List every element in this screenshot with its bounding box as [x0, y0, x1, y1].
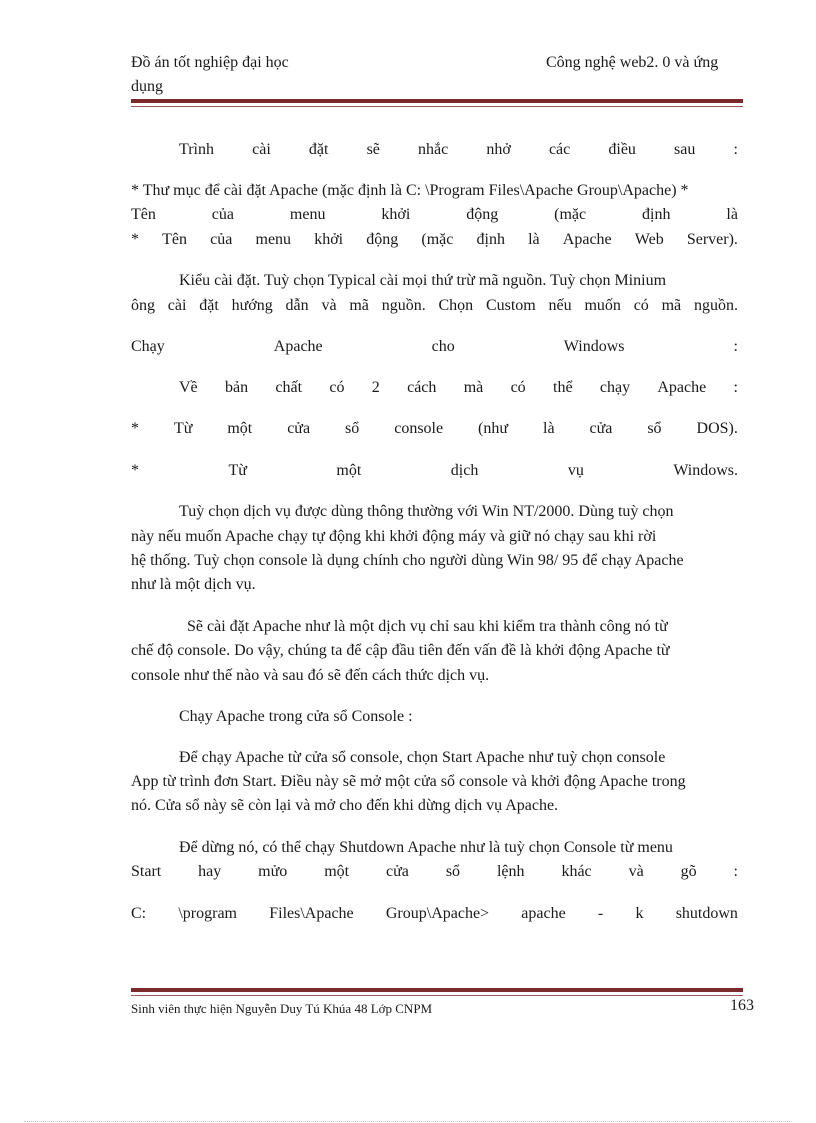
word: dịch: [450, 462, 479, 479]
word: động: [366, 231, 399, 248]
word: chất: [275, 379, 303, 396]
body-line-4: [131, 230, 738, 250]
body-line-2: * Thư mục để cài đặt Apache (mặc định là C: \Program Files\Apache Group\Apache) *: [131, 182, 689, 199]
word: Web: [634, 231, 664, 248]
word: cài: [167, 297, 187, 314]
word: sổ: [445, 863, 461, 880]
page-number: 163: [730, 997, 754, 1014]
para5-line1: Để dừng nó, có thể chạy Shutdown Apache như là tuỳ chọn Console từ menu: [179, 839, 673, 856]
header-rule-thick: [131, 99, 743, 103]
para4-line3: nó. Cửa sổ này sẽ còn lại và mở cho đến khi dừng dịch vụ Apache.: [131, 797, 559, 814]
para4-line1: Để chạy Apache từ cửa sổ console, chọn Start Apache như tuỳ chọn console: [179, 749, 666, 766]
word: ông: [131, 297, 155, 314]
word: \program: [178, 905, 237, 922]
word: Custom: [485, 297, 536, 314]
word: lệnh: [496, 863, 525, 880]
header-subject: Công nghệ web2. 0 và ứng: [546, 54, 719, 71]
word: cài: [252, 141, 271, 158]
word: và: [628, 863, 644, 880]
word: của: [211, 206, 234, 223]
word: nhở: [486, 141, 511, 158]
word: nguồn.: [693, 297, 738, 314]
word: là: [543, 420, 555, 437]
word: cho: [431, 338, 455, 355]
word: gõ: [680, 863, 697, 880]
word: Tên: [131, 206, 156, 223]
word: (như: [478, 420, 509, 437]
body-line-6: [131, 296, 738, 316]
word: *: [131, 420, 139, 437]
body-line-7: [131, 337, 738, 357]
word: Chọn: [438, 297, 474, 314]
header-title-line2: dụng: [131, 78, 163, 95]
header-title-line1: Đồ án tốt nghiệp đại học: [131, 54, 289, 71]
word: Tên: [162, 231, 188, 248]
word: muốn: [584, 297, 621, 314]
word: cách: [407, 379, 437, 396]
word: Group\Apache>: [385, 905, 490, 922]
command-line: [131, 904, 738, 924]
word: cửa: [386, 863, 409, 880]
word: mã: [349, 297, 369, 314]
word: một: [227, 420, 253, 437]
para5-line2: [131, 862, 738, 882]
para1-line1: Tuỳ chọn dịch vụ được dùng thông thường với Win NT/2000. Dùng tuỳ chọn: [179, 503, 674, 520]
word: có: [329, 379, 345, 396]
word: Start: [131, 863, 162, 880]
word: hướng: [231, 297, 273, 314]
word: cửa: [287, 420, 311, 437]
word: sổ: [345, 420, 360, 437]
page-edge-divider: [24, 1121, 792, 1122]
word: Files\Apache: [269, 905, 354, 922]
word: nguồn.: [381, 297, 426, 314]
word: hay: [198, 863, 222, 880]
word: đặt: [308, 141, 329, 158]
word: Trình: [179, 141, 214, 158]
word: khởi: [314, 231, 344, 248]
word: là: [528, 231, 540, 248]
word: định: [476, 231, 505, 248]
word: *: [131, 462, 139, 479]
word: là: [726, 206, 738, 223]
word: *: [131, 231, 139, 248]
para1-line3: hệ thống. Tuỳ chọn console là dụng chính cho người dùng Win 98/ 95 để chạy Apache: [131, 552, 684, 569]
word: một: [336, 462, 362, 479]
word: -: [597, 905, 604, 922]
word: cửa: [589, 420, 613, 437]
para2-line3: console như thế nào và sau đó sẽ đến cách thức dịch vụ.: [131, 667, 490, 684]
word: 2: [371, 379, 380, 396]
footer-author: Sinh viên thực hiện Nguyễn Duy Tú Khúa 48 Lớp CNPM: [131, 1001, 433, 1016]
word: có: [633, 297, 649, 314]
word: sổ: [647, 420, 662, 437]
word: console: [394, 420, 444, 437]
word: menu: [289, 206, 326, 223]
header-rule-thin: [131, 106, 743, 107]
word: Từ: [173, 420, 193, 437]
word: apache: [521, 905, 566, 922]
word: chạy: [599, 379, 631, 396]
word: sẽ: [366, 141, 380, 158]
word: bản: [224, 379, 249, 396]
word: mà: [463, 379, 484, 396]
word: khác: [561, 863, 592, 880]
para3-heading: Chạy Apache trong cửa sổ Console :: [179, 708, 413, 725]
word: Windows.: [673, 462, 738, 479]
word: đặt: [199, 297, 219, 314]
word: mửo: [258, 863, 288, 880]
body-line-8: [131, 378, 738, 398]
para4-line2: App từ trình đơn Start. Điều này sẽ mở một cửa sổ console và khởi động Apache trong: [131, 773, 686, 790]
body-line-1: [131, 140, 738, 160]
word: có: [510, 379, 526, 396]
word: :: [733, 379, 738, 396]
word: C:: [131, 905, 147, 922]
word: Windows: [563, 338, 625, 355]
word: điều: [608, 141, 636, 158]
word: Apache: [562, 231, 612, 248]
word: :: [733, 863, 738, 880]
word: nhắc: [418, 141, 449, 158]
word: Apache: [657, 379, 707, 396]
word: và: [321, 297, 337, 314]
body-line-3: [131, 205, 738, 225]
body-line-10: [131, 461, 738, 481]
word: động: [466, 206, 499, 223]
para1-line4: như là một dịch vụ.: [131, 576, 256, 593]
footer-rule-thin: [131, 995, 743, 996]
footer-rule-thick: [131, 988, 743, 992]
body-line-5: Kiểu cài đặt. Tuỳ chọn Typical cài mọi thứ trừ mã nguồn. Tuỳ chọn Minium: [179, 272, 667, 289]
word: Từ: [228, 462, 247, 479]
word: Server).: [686, 231, 738, 248]
word: shutdown: [675, 905, 738, 922]
word: vụ: [567, 462, 584, 479]
word: dẫn: [285, 297, 309, 314]
word: sau: [674, 141, 696, 158]
para2-line2: chế độ console. Do vậy, chúng ta để cập đầu tiên đến vấn đề là khởi động Apache từ: [131, 642, 670, 659]
para1-line2: này nếu muốn Apache chạy tự động khi khởi động máy và giữ nó chạy sau khi rời: [131, 528, 657, 545]
word: DOS).: [696, 420, 738, 437]
word: Apache: [273, 338, 323, 355]
word: nếu: [548, 297, 572, 314]
word: một: [324, 863, 350, 880]
word: (mặc: [554, 206, 587, 223]
word: khởi: [381, 206, 411, 223]
word: menu: [255, 231, 292, 248]
word: định: [642, 206, 671, 223]
word: thể: [553, 379, 573, 396]
word: k: [635, 905, 644, 922]
para2-line1: Sẽ cài đặt Apache như là một dịch vụ chỉ sau khi kiểm tra thành công nó từ: [187, 618, 668, 635]
body-line-9: [131, 419, 738, 439]
word: Về: [179, 379, 198, 396]
word: của: [210, 231, 233, 248]
word: :: [733, 338, 738, 355]
word: mã: [661, 297, 682, 314]
word: :: [733, 141, 738, 158]
word: (mặc: [421, 231, 454, 248]
word: Chạy: [131, 338, 165, 355]
word: các: [548, 141, 571, 158]
